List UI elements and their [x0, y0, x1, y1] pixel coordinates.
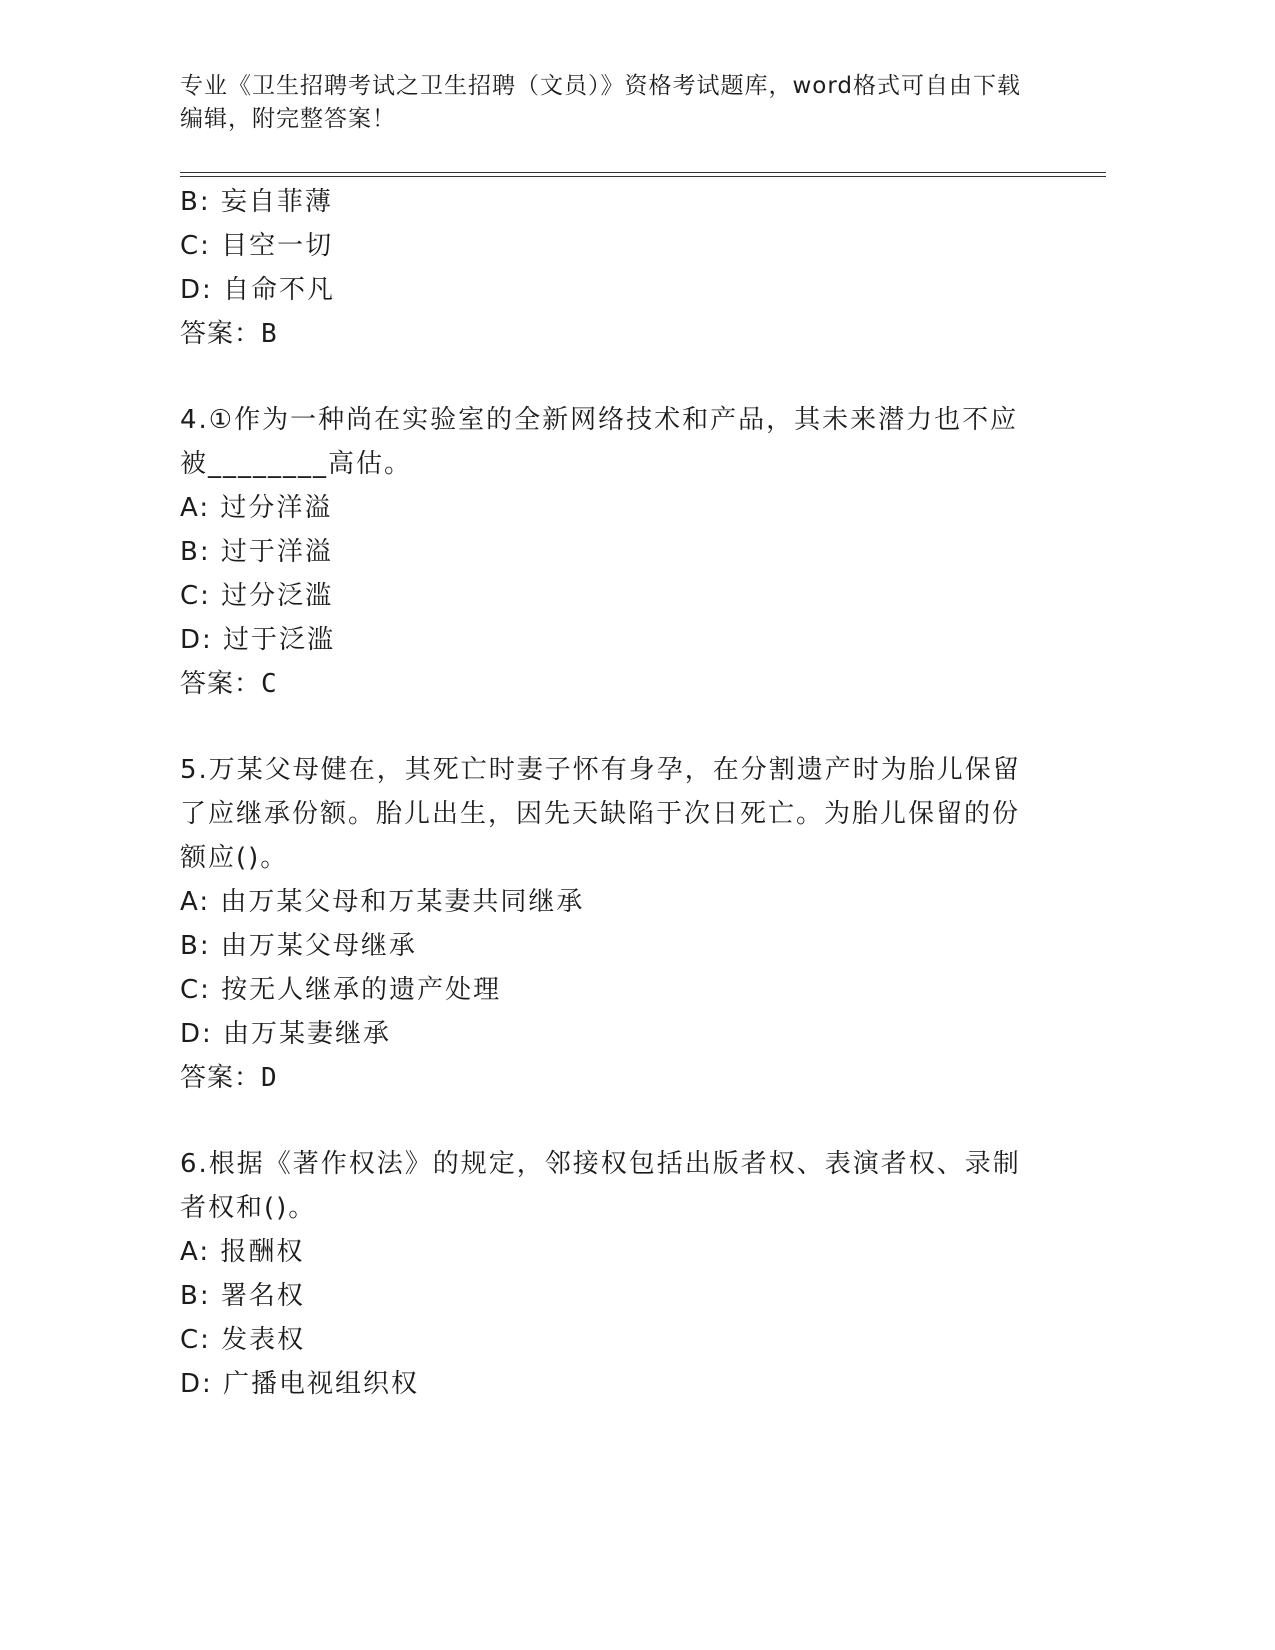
question-stem-line: 6.根据《著作权法》的规定，邻接权包括出版者权、表演者权、录制	[180, 1149, 1021, 1179]
question-stem-line: 4.①作为一种尚在实验室的全新网络技术和产品，其未来潜力也不应	[180, 405, 1019, 435]
option-b: B: 过于洋溢	[180, 537, 333, 567]
option-c: C: 目空一切	[180, 231, 334, 261]
answer-value: B	[261, 319, 278, 349]
option-b: B: 妄自菲薄	[180, 187, 333, 217]
header-line-1: 专业《卫生招聘考试之卫生招聘（文员）》资格考试题库，word格式可自由下载	[180, 73, 1022, 99]
answer-label: 答案：	[180, 669, 262, 699]
option-d: D: 过于泛滥	[180, 625, 336, 655]
option-a: A: 由万某父母和万某妻共同继承	[180, 887, 585, 917]
spacer	[180, 356, 1020, 398]
question-4	[180, 398, 1020, 706]
header-divider	[180, 172, 1106, 177]
question-stem-line: 被________高估。	[180, 449, 413, 479]
option-c: C: 发表权	[180, 1325, 306, 1355]
question-stem-line: 5.万某父母健在，其死亡时妻子怀有身孕，在分割遗产时为胎儿保留	[180, 755, 1021, 785]
option-c: C: 过分泛滥	[180, 581, 334, 611]
question-list	[180, 180, 1020, 1406]
question-stem-line: 额应()。	[180, 843, 289, 873]
option-a: A: 报酬权	[180, 1237, 305, 1267]
spacer	[180, 706, 1020, 748]
answer-label: 答案：	[180, 319, 262, 349]
option-b: B: 由万某父母继承	[180, 931, 417, 961]
answer-value: C	[261, 669, 278, 699]
answer-label: 答案：	[180, 1063, 262, 1093]
question-3-tail	[180, 180, 1020, 356]
option-d: D: 广播电视组织权	[180, 1369, 420, 1399]
answer-value: D	[261, 1063, 278, 1093]
answer-line	[180, 662, 1020, 706]
question-5	[180, 748, 1020, 1100]
option-d: D: 由万某妻继承	[180, 1019, 392, 1049]
answer-line	[180, 1056, 1020, 1100]
answer-line	[180, 312, 1020, 356]
option-d: D: 自命不凡	[180, 275, 336, 305]
spacer	[180, 1100, 1020, 1142]
option-a: A: 过分洋溢	[180, 493, 333, 523]
question-stem-line: 者权和()。	[180, 1193, 317, 1223]
document-header	[180, 70, 1060, 136]
option-c: C: 按无人继承的遗产处理	[180, 975, 502, 1005]
question-stem-line: 了应继承份额。胎儿出生，因先天缺陷于次日死亡。为胎儿保留的份	[180, 799, 1021, 829]
question-6	[180, 1142, 1020, 1406]
option-b: B: 署名权	[180, 1281, 305, 1311]
header-line-2: 编辑，附完整答案！	[180, 106, 396, 132]
